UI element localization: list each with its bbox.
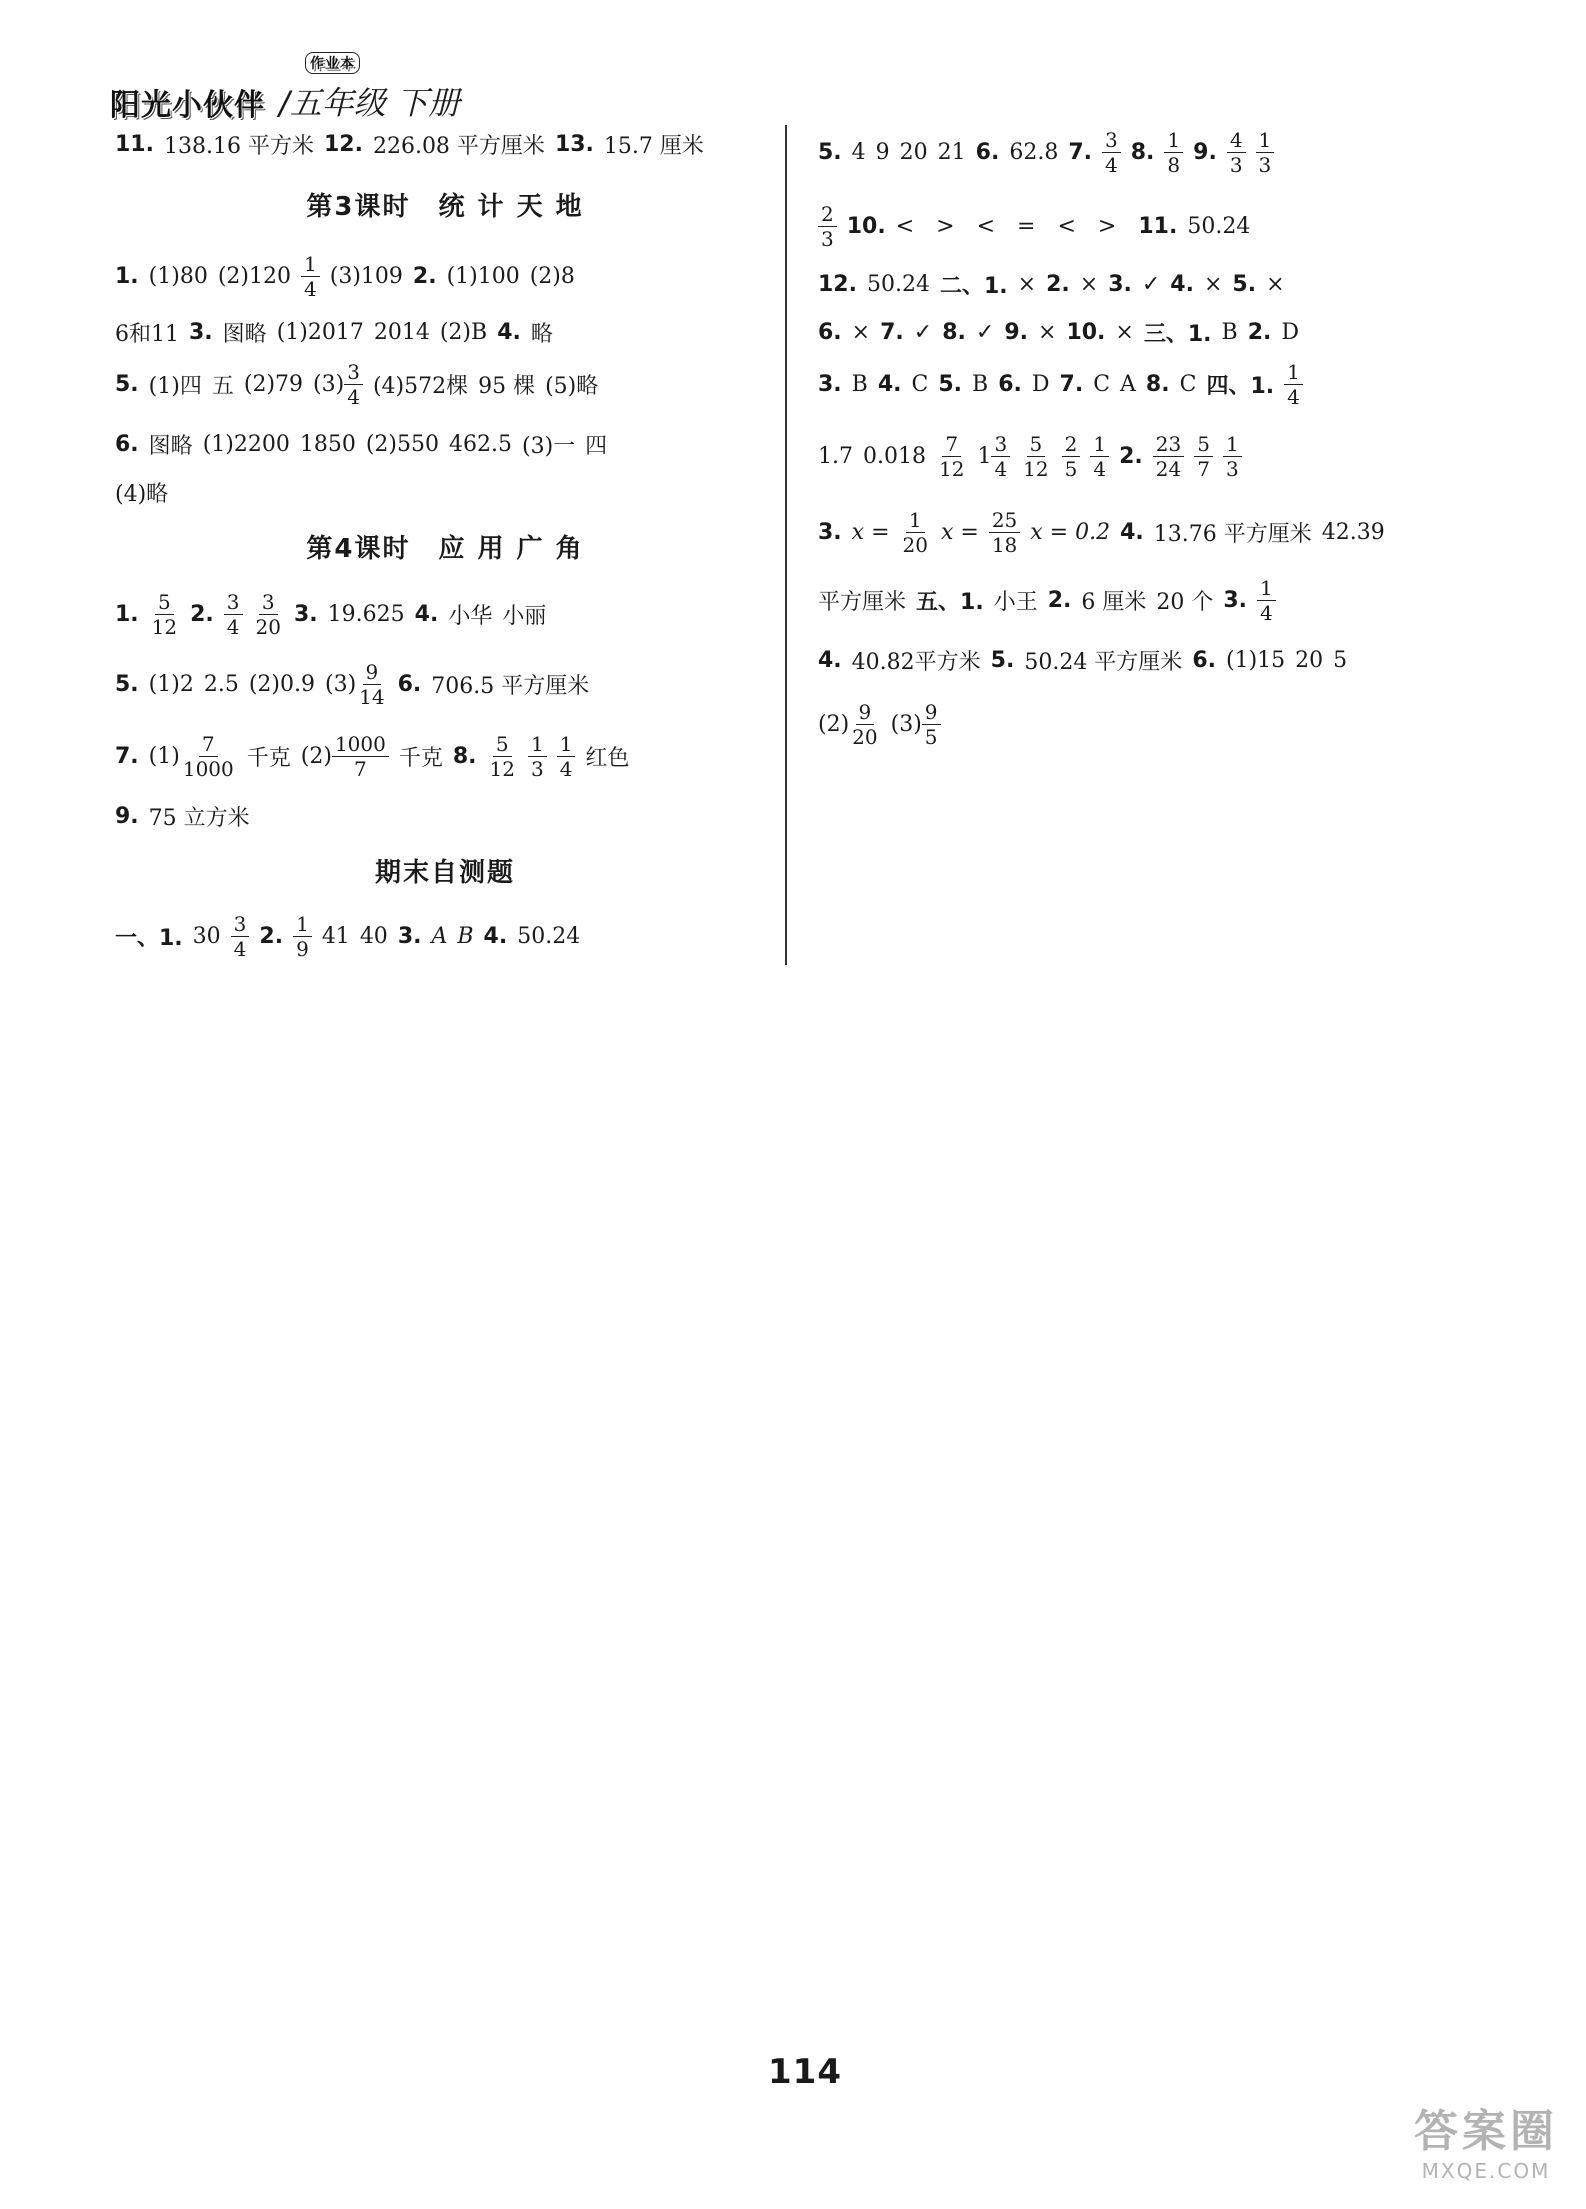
watermark-url: MXQE.COM — [1421, 2159, 1551, 2183]
fraction-numerator: 5 — [1027, 434, 1046, 457]
answer-text: 226.08 平方厘米 — [372, 133, 545, 159]
answer-line — [115, 244, 585, 308]
question-number: 2. — [190, 601, 214, 627]
question-number: 6. — [998, 371, 1022, 397]
answer-text: 50.24 平方厘米 — [1024, 649, 1183, 675]
fraction-numerator: 9 — [363, 662, 382, 685]
page-number: 114 — [768, 2052, 842, 2092]
question-number: 8. — [1130, 139, 1155, 165]
question-number: 5. — [115, 671, 139, 697]
answer-line — [818, 568, 1286, 632]
question-number: 4. — [1120, 519, 1144, 545]
fraction-numerator: 5 — [1194, 434, 1213, 457]
answer-text: × — [851, 319, 871, 345]
question-number: 12. — [323, 131, 363, 157]
answer-text: 20 — [1295, 647, 1324, 673]
fraction — [1164, 127, 1183, 177]
question-number: 6. — [397, 671, 422, 697]
fraction-numerator: 9 — [922, 702, 941, 725]
answer-text: C — [1093, 371, 1111, 397]
fraction-denominator: 20 — [852, 724, 878, 749]
fraction-numerator: 1 — [293, 914, 312, 937]
answer-text: > — [1097, 213, 1117, 239]
answer-text: 五 — [211, 373, 234, 399]
answer-text: 75 立方米 — [148, 805, 250, 831]
fraction — [1256, 127, 1275, 177]
answer-line — [115, 724, 639, 788]
answer-text: A — [1120, 371, 1136, 397]
answer-text: (2)550 — [365, 431, 439, 457]
answer-text: 40 — [359, 923, 388, 949]
question-number: 6. — [818, 319, 842, 345]
fraction-denominator: 4 — [226, 614, 240, 639]
fraction-numerator: 1 — [1223, 434, 1242, 457]
answer-text: B — [851, 371, 868, 397]
fraction-numerator: 1 — [301, 254, 320, 277]
answer-text: A — [431, 923, 448, 949]
question-number: 3. — [189, 319, 213, 345]
answer-text: 138.16 平方米 — [163, 133, 314, 159]
answer-text: 0.018 — [863, 443, 926, 469]
fraction-denominator: 20 — [902, 532, 928, 557]
question-number: 8. — [1145, 371, 1170, 397]
fraction-numerator: 1 — [1256, 130, 1275, 153]
answer-text: 62.8 — [1009, 139, 1059, 165]
question-number: 5. — [990, 647, 1015, 673]
answer-text: ✓ — [1141, 271, 1161, 297]
answer-text: × — [1079, 271, 1099, 297]
fraction-denominator: 4 — [1105, 152, 1118, 177]
brand-tag: 作业本 — [305, 52, 360, 74]
answer-text: 15.7 厘米 — [603, 133, 704, 159]
fraction-denominator: 3 — [1229, 152, 1243, 177]
question-number: 5. — [818, 139, 842, 165]
question-number: 3. — [818, 371, 842, 397]
grade-label: /五年级 下册 — [279, 84, 460, 122]
fraction-numerator: 1 — [528, 734, 547, 757]
answer-text: × — [1038, 319, 1057, 345]
answer-text: 9 — [875, 139, 890, 165]
fraction — [293, 911, 312, 961]
answer-text: 42.39 — [1321, 519, 1385, 545]
answer-text: B — [1221, 319, 1238, 345]
answer-text: 平方厘米 — [818, 589, 907, 615]
answer-text: 41 — [321, 923, 350, 949]
fraction-denominator: 3 — [1258, 152, 1272, 177]
question-number: 2. — [1247, 319, 1272, 345]
question-number: 6. — [975, 139, 1000, 165]
answer-line — [818, 628, 1357, 692]
fraction-numerator: 4 — [1227, 130, 1246, 153]
fraction — [301, 251, 320, 301]
fraction — [1284, 359, 1303, 409]
answer-text: (3) — [890, 711, 922, 737]
question-number: 3. — [1108, 271, 1132, 297]
answer-text: × — [1017, 271, 1037, 297]
fraction — [1062, 431, 1081, 481]
answer-text: 462.5 — [449, 431, 512, 457]
answer-text: (2)0.9 — [248, 671, 315, 697]
answer-text: 21 — [937, 139, 966, 165]
answer-line — [818, 194, 1260, 258]
answer-text: × — [1266, 271, 1285, 297]
question-number: 二、1. — [939, 273, 1008, 299]
watermark-logo-text: 答案圈 — [1414, 2106, 1558, 2157]
fraction-numerator: 5 — [493, 734, 512, 757]
fraction-denominator: 7 — [1197, 456, 1210, 481]
fraction-numerator: 1 — [906, 510, 925, 533]
answer-text: 1850 — [299, 431, 356, 457]
question-number: 2. — [1119, 443, 1143, 469]
question-number: 3. — [293, 601, 318, 627]
fraction — [332, 731, 389, 781]
section-title: 第3课时 统 计 天 地 — [306, 192, 584, 222]
fraction-denominator: 4 — [233, 936, 247, 961]
answer-text: 图略 — [148, 433, 193, 459]
fraction — [900, 507, 931, 557]
fraction-denominator: 3 — [821, 226, 834, 251]
question-number: 6. — [115, 431, 139, 457]
answer-text: > — [936, 213, 955, 239]
column-divider — [785, 125, 787, 965]
answer-text: 2014 — [373, 319, 430, 345]
question-number: 3. — [818, 519, 842, 545]
question-number: 五、1. — [916, 589, 984, 615]
answer-text: 小华 — [448, 603, 493, 629]
answer-line — [818, 692, 951, 756]
question-number: 三、1. — [1143, 321, 1212, 347]
answer-text: (4)略 — [115, 481, 169, 507]
fraction — [936, 431, 967, 481]
fraction — [991, 431, 1010, 481]
question-number: 1. — [115, 263, 139, 289]
answer-line — [818, 120, 1284, 184]
answer-line — [818, 352, 1313, 416]
fraction-denominator: 3 — [1225, 456, 1239, 481]
answer-text: 4 — [851, 139, 866, 165]
question-number: 2. — [1047, 587, 1072, 613]
fraction-denominator: 9 — [296, 936, 309, 961]
section-title: 期末自测题 — [374, 858, 515, 888]
fraction-numerator: 5 — [155, 592, 174, 615]
question-number: 2. — [412, 263, 437, 289]
question-number: 12. — [818, 271, 857, 297]
question-number: 4. — [1170, 271, 1194, 297]
brand-text: 阳光小伙伴 — [110, 88, 265, 123]
answer-text: = — [1017, 213, 1036, 239]
fraction-numerator: 3 — [1102, 130, 1121, 153]
answer-text: < — [976, 213, 996, 239]
fraction-numerator: 3 — [344, 362, 363, 385]
fraction — [231, 911, 250, 961]
answer-text: 图略 — [222, 321, 267, 347]
answer-text: 2.5 — [203, 671, 239, 697]
answer-text: (1)100 — [446, 263, 520, 289]
answer-text: 20 个 — [1156, 589, 1214, 615]
fraction — [818, 201, 837, 251]
question-number: 2. — [259, 923, 284, 949]
fraction — [180, 731, 237, 781]
answer-text: (2) — [818, 711, 850, 737]
answer-text: x = 0.2 — [1030, 519, 1111, 545]
answer-text: (2)8 — [529, 263, 575, 289]
answer-text: 四 — [585, 433, 608, 459]
question-number: 四、1. — [1206, 373, 1275, 399]
fraction-numerator: 7 — [942, 434, 961, 457]
answer-line — [818, 500, 1395, 564]
fraction — [528, 731, 547, 781]
answer-text: < — [895, 213, 915, 239]
fraction-denominator: 4 — [994, 456, 1008, 481]
question-number: 9. — [1193, 139, 1217, 165]
answer-text: 6 厘米 — [1081, 589, 1147, 615]
fraction — [487, 731, 518, 781]
question-number: 6. — [1192, 647, 1216, 673]
fraction-numerator: 1 — [1284, 362, 1303, 385]
fraction — [1223, 431, 1242, 481]
fraction-denominator: 4 — [559, 756, 573, 781]
answer-text: 1.7 — [818, 443, 853, 469]
answer-line — [115, 412, 617, 476]
question-number: 7. — [1059, 371, 1084, 397]
fraction-denominator: 12 — [938, 456, 965, 481]
fraction — [989, 507, 1020, 557]
question-number: 9. — [115, 803, 139, 829]
answer-text: 19.625 — [327, 601, 405, 627]
question-number: 8. — [942, 319, 966, 345]
fraction-numerator: 25 — [989, 510, 1020, 533]
question-number: 一、1. — [115, 925, 183, 951]
fraction-denominator: 4 — [304, 276, 317, 301]
fraction-denominator: 24 — [1155, 456, 1182, 481]
answer-text: (1)四 — [148, 373, 202, 399]
fraction — [922, 699, 941, 749]
fraction — [1153, 431, 1184, 481]
question-number: 1. — [115, 601, 139, 627]
fraction-numerator: 9 — [856, 702, 875, 725]
answer-line — [115, 582, 556, 646]
question-number: 10. — [1066, 319, 1106, 345]
fraction-denominator: 20 — [255, 614, 281, 639]
fraction-numerator: 2 — [818, 204, 837, 227]
question-number: 3. — [1223, 587, 1248, 613]
fraction-denominator: 8 — [1167, 152, 1181, 177]
fraction-numerator: 7 — [199, 734, 218, 757]
answer-text: 50.24 — [866, 271, 930, 297]
answer-text: D — [1281, 319, 1300, 345]
answer-text: (1) — [148, 743, 180, 769]
fraction — [557, 731, 576, 781]
answer-text: 小丽 — [502, 603, 547, 629]
answer-text: × — [1115, 319, 1134, 345]
fraction-denominator: 1000 — [182, 756, 234, 781]
answer-text: B — [457, 923, 474, 949]
answer-text: C — [1179, 371, 1197, 397]
answer-text: 95 棵 — [478, 373, 536, 399]
answer-text: 20 — [899, 139, 928, 165]
answer-text: (2) — [300, 743, 332, 769]
answer-text: (2)79 — [243, 371, 304, 397]
fraction — [1194, 431, 1213, 481]
fraction-numerator: 1 — [1164, 130, 1183, 153]
answer-text: 30 — [192, 923, 221, 949]
answer-text: × — [1203, 271, 1223, 297]
fraction-denominator: 5 — [1064, 456, 1078, 481]
answer-line — [115, 352, 608, 416]
fraction-denominator: 4 — [1287, 384, 1300, 409]
question-number: 2. — [1046, 271, 1070, 297]
answer-text: 13.76 平方厘米 — [1153, 521, 1312, 547]
question-number: 7. — [115, 743, 139, 769]
answer-text: x = — [940, 519, 979, 545]
fraction-numerator: 1 — [1257, 578, 1276, 601]
fraction-numerator: 3 — [991, 434, 1010, 457]
fraction-denominator: 12 — [151, 614, 178, 639]
question-number: 4. — [877, 371, 902, 397]
answer-text: x = — [851, 519, 890, 545]
answer-text: (2)B — [439, 319, 488, 345]
answer-line — [115, 904, 590, 968]
fraction-numerator: 1 — [557, 734, 576, 757]
question-number: 4. — [818, 647, 842, 673]
answer-text: (3) — [325, 671, 357, 697]
answer-text: 红色 — [585, 745, 630, 771]
answer-text: (1)2200 — [202, 431, 290, 457]
fraction — [356, 659, 387, 709]
question-number: 7. — [880, 319, 904, 345]
fraction-denominator: 4 — [1260, 600, 1273, 625]
answer-line — [115, 460, 178, 524]
fraction-denominator: 18 — [991, 532, 1018, 557]
answer-text: 略 — [530, 321, 553, 347]
fraction-denominator: 12 — [489, 756, 515, 781]
fraction-numerator: 2 — [1062, 434, 1081, 457]
answer-text: 千克 — [398, 745, 443, 771]
answer-text: (3)109 — [329, 263, 403, 289]
answer-text: (3)一 — [521, 433, 576, 459]
answer-text: ✓ — [913, 319, 933, 345]
fraction — [1020, 431, 1051, 481]
answer-line — [115, 784, 260, 848]
answer-text: 706.5 平方厘米 — [431, 673, 590, 699]
answer-text: D — [1031, 371, 1050, 397]
answer-text: (1)2017 — [276, 319, 364, 345]
answer-text: 5 — [1333, 647, 1348, 673]
question-number: 3. — [397, 923, 422, 949]
question-number: 4. — [483, 923, 508, 949]
answer-text: (5)略 — [545, 373, 599, 399]
question-number: 4. — [497, 319, 521, 345]
answer-text: < — [1057, 213, 1076, 239]
fraction — [1257, 575, 1276, 625]
question-number: 13. — [554, 131, 594, 157]
question-number: 11. — [115, 131, 154, 157]
answer-text: (4)572棵 — [372, 373, 469, 399]
fraction-denominator: 3 — [530, 756, 544, 781]
question-number: 5. — [938, 371, 963, 397]
answer-text: (3) — [313, 371, 345, 397]
answer-line — [115, 652, 599, 716]
answer-text: 千克 — [246, 745, 291, 771]
fraction-numerator: 3 — [231, 914, 250, 937]
fraction-numerator: 1000 — [332, 734, 389, 757]
fraction-numerator: 23 — [1153, 434, 1184, 457]
answer-line — [115, 112, 714, 176]
answer-text: ✓ — [975, 319, 995, 345]
fraction-numerator: 3 — [224, 592, 243, 615]
question-number: 11. — [1138, 213, 1178, 239]
question-number: 4. — [414, 601, 439, 627]
fraction-denominator: 14 — [359, 684, 385, 709]
question-number: 10. — [846, 213, 886, 239]
fraction — [253, 589, 284, 639]
answer-text: 1 — [977, 443, 992, 469]
answer-text: B — [972, 371, 989, 397]
fraction-denominator: 5 — [924, 724, 938, 749]
fraction — [849, 699, 880, 749]
answer-text: 50.24 — [517, 923, 581, 949]
question-number: 8. — [452, 743, 477, 769]
answer-text: 50.24 — [1187, 213, 1251, 239]
fraction-numerator: 3 — [259, 592, 278, 615]
question-number: 7. — [1068, 139, 1092, 165]
site-watermark — [1414, 2095, 1558, 2183]
fraction — [1102, 127, 1121, 177]
answer-text: C — [911, 371, 929, 397]
question-number: 5. — [115, 371, 139, 397]
answer-text: 小王 — [993, 589, 1038, 615]
fraction — [224, 589, 243, 639]
fraction — [344, 359, 363, 409]
fraction — [1090, 431, 1109, 481]
question-number: 5. — [1232, 271, 1257, 297]
answer-text: 40.82平方米 — [851, 649, 981, 675]
fraction-denominator: 12 — [1023, 456, 1049, 481]
answer-text: 6和11 — [115, 321, 179, 347]
fraction-numerator: 1 — [1090, 434, 1109, 457]
answer-text: (1)15 — [1225, 647, 1286, 673]
fraction — [1227, 127, 1246, 177]
section-title: 第4课时 应 用 广 角 — [306, 534, 584, 564]
fraction — [149, 589, 180, 639]
fraction-denominator: 4 — [347, 384, 360, 409]
fraction-denominator: 4 — [1093, 456, 1107, 481]
answer-text: (2)120 — [217, 263, 291, 289]
answer-text: (1)2 — [148, 671, 194, 697]
question-number: 9. — [1004, 319, 1028, 345]
answer-line — [818, 424, 1252, 488]
answer-text: (1)80 — [148, 263, 208, 289]
fraction-denominator: 7 — [354, 756, 367, 781]
